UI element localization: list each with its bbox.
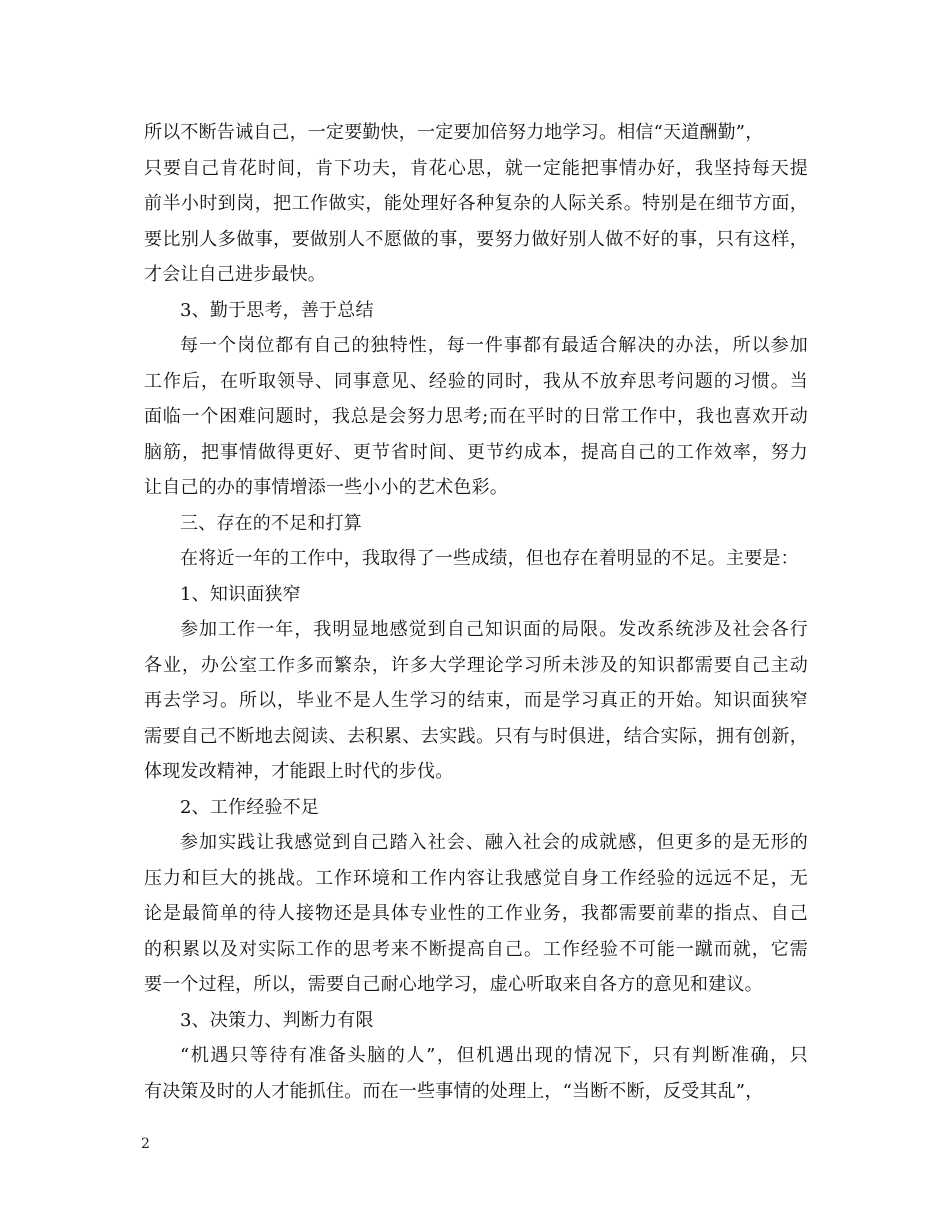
body-text xyxy=(144,115,808,1109)
text-line: 在将近一年的工作中，我取得了一些成绩，但也存在着明显的不足。主要是： xyxy=(180,548,799,569)
text-line: 压力和巨大的挑战。工作环境和工作内容让我感觉自身工作经验的远远不足，无 xyxy=(144,867,808,889)
text-line: 再去学习。所以，毕业不是人生学习的结束，而是学习真正的开始。知识面狭窄 xyxy=(144,690,808,711)
text-line: 参加实践让我感觉到自己踏入社会、融入社会的成就感，但更多的是无形的 xyxy=(180,832,808,853)
text-line: 1、知识面狭窄 xyxy=(180,583,301,605)
text-line: 所以不断告诫自己，一定要勤快，一定要加倍努力地学习。相信“天道酬勤”， xyxy=(144,122,764,143)
text-line: 2、工作经验不足 xyxy=(180,796,320,818)
text-line: 要一个过程，所以，需要自己耐心地学习，虚心听取来自各方的意见和建议。 xyxy=(144,974,763,995)
text-line: “机遇只等待有准备头脑的人”，但机遇出现的情况下，只有判断准确，只 xyxy=(180,1045,808,1066)
text-line: 脑筋，把事情做得更好、更节省时间、更节约成本，提高自己的工作效率，努力 xyxy=(144,441,808,463)
text-line: 体现发改精神，才能跟上时代的步伐。 xyxy=(144,761,454,782)
text-line: 三、存在的不足和打算 xyxy=(180,512,362,534)
text-line: 让自己的办的事情增添一些小小的艺术色彩。 xyxy=(144,477,508,498)
text-line: 3、勤于思考，善于总结 xyxy=(180,299,374,321)
text-line: 参加工作一年，我明显地感觉到自己知识面的局限。发改系统涉及社会各行 xyxy=(180,619,808,640)
text-line: 工作后，在听取领导、同事意见、经验的同时，我从不放弃思考问题的习惯。当 xyxy=(144,370,808,392)
text-line: 有决策及时的人才能抓住。而在一些事情的处理上，“当断不断，反受其乱”， xyxy=(144,1080,764,1102)
text-line: 3、决策力、判断力有限 xyxy=(180,1009,374,1031)
text-line: 各业，办公室工作多而繁杂，许多大学理论学习所未涉及的知识都需要自己主动 xyxy=(144,654,808,676)
text-line: 才会让自己进步最快。 xyxy=(144,264,326,285)
text-line: 面临一个困难问题时，我总是会努力思考;而在平时的日常工作中，我也喜欢开动 xyxy=(144,406,808,427)
text-line: 每一个岗位都有自己的独特性，每一件事都有最适合解决的办法，所以参加 xyxy=(180,335,808,356)
text-line: 只要自己肯花时间，肯下功夫，肯花心思，就一定能把事情办好，我坚持每天提 xyxy=(144,157,808,179)
text-line: 需要自己不断地去阅读、去积累、去实践。只有与时俱进，结合实际，拥有创新， xyxy=(144,725,808,747)
page-number: 2 xyxy=(141,1136,150,1152)
text-line: 要比别人多做事，要做别人不愿做的事，要努力做好别人做不好的事，只有这样， xyxy=(144,228,808,250)
text-line: 前半小时到岗，把工作做实，能处理好各种复杂的人际关系。特别是在细节方面， xyxy=(144,193,808,214)
text-line: 的积累以及对实际工作的思考来不断提高自己。工作经验不可能一蹴而就，它需 xyxy=(144,938,808,960)
text-line: 论是最简单的待人接物还是具体专业性的工作业务，我都需要前辈的指点、自己 xyxy=(144,903,808,924)
